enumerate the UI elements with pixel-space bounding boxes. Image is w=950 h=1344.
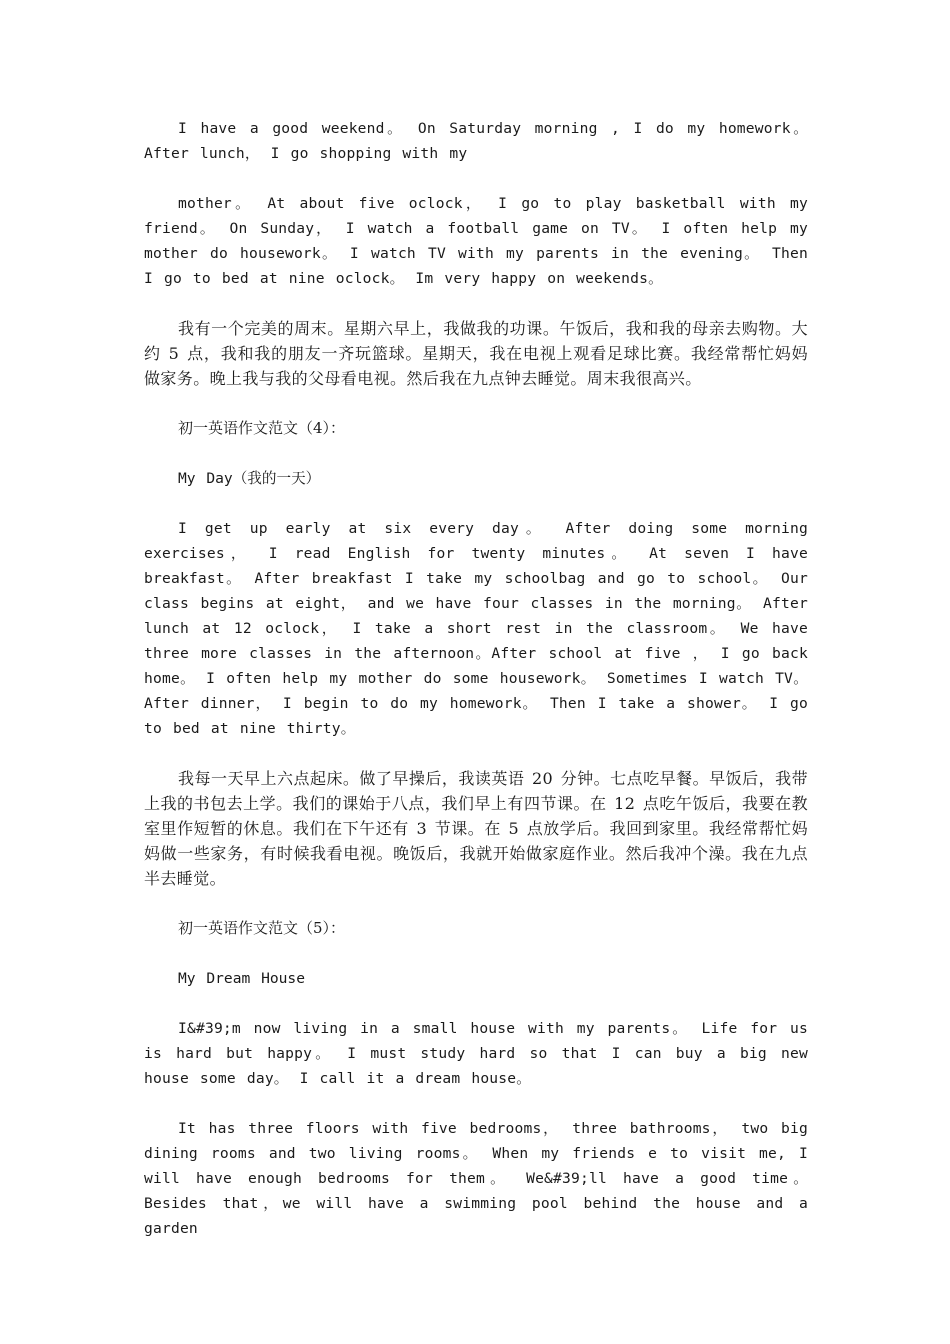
section-heading-5: 初一英语作文范文（5）： — [178, 919, 346, 937]
weekend-english-paragraph-2: mother。 At about five oclock， I go to play basketball with my friend。 On Sunday， I watch a football game on TV。 I often help my mother do housework。 I watch TV with my parents in the evening。 Then I go to bed at nine oclock。 Im very happy on weekends。 — [144, 195, 808, 287]
dream-house-english-paragraph-2: It has three floors with five bedrooms， three bathrooms， two big dining rooms and two living rooms。 When my friends e to visit me, I will have enough bedrooms for them。 We&#39;ll have a good time。 Besides that，we will have a swimming pool behind the house and a garden — [144, 1120, 808, 1237]
essay-title-dream-house: My Dream House — [178, 970, 306, 987]
essay-title-my-day: My Day（我的一天） — [178, 470, 321, 487]
weekend-english-paragraph-1: I have a good weekend。 On Saturday morning , I do my homework。 After lunch， I go shopping with my — [144, 120, 808, 162]
document-page — [144, 116, 808, 1266]
my-day-chinese-paragraph: 我每一天早上六点起床。做了早操后，我读英语 20 分钟。七点吃早餐。早饭后，我带上我的书包去上学。我们的课始于八点，我们早上有四节课。在 12 点吃午饭后，我要在教室里作短暂的休息。我们在下午还有 3 节课。在 5 点放学后。我回到家里。我经常帮忙妈妈做一些家务，有时候我看电视。晚饭后，我就开始做家庭作业。然后我冲个澡。我在九点半去睡觉。 — [144, 769, 808, 888]
my-day-english-paragraph: I get up early at six every day。 After doing some morning exercises， I read English for twenty minutes。 At seven I have breakfast。 After breakfast I take my schoolbag and go to school。 Our class begins at eight， and we have four classes in the morning。 After lunch at 12 oclock， I take a short rest in the classroom。 We have three more classes in the afternoon。After school at five ， I go back home。 I often help my mother do some housework。 Sometimes I watch TV。 After dinner， I begin to do my homework。 Then I take a shower。 I go to bed at nine thirty。 — [144, 520, 808, 737]
section-heading-4: 初一英语作文范文（4）： — [178, 419, 346, 437]
weekend-chinese-paragraph: 我有一个完美的周末。星期六早上，我做我的功课。午饭后，我和我的母亲去购物。大约 5 点，我和我的朋友一齐玩篮球。星期天，我在电视上观看足球比赛。我经常帮忙妈妈做家务。晚上我与我的父母看电视。然后我在九点钟去睡觉。周末我很高兴。 — [144, 319, 808, 388]
dream-house-english-paragraph-1: I&#39;m now living in a small house with my parents。 Life for us is hard but happy。 I must study hard so that I can buy a big new house some day。 I call it a dream house。 — [144, 1020, 808, 1087]
